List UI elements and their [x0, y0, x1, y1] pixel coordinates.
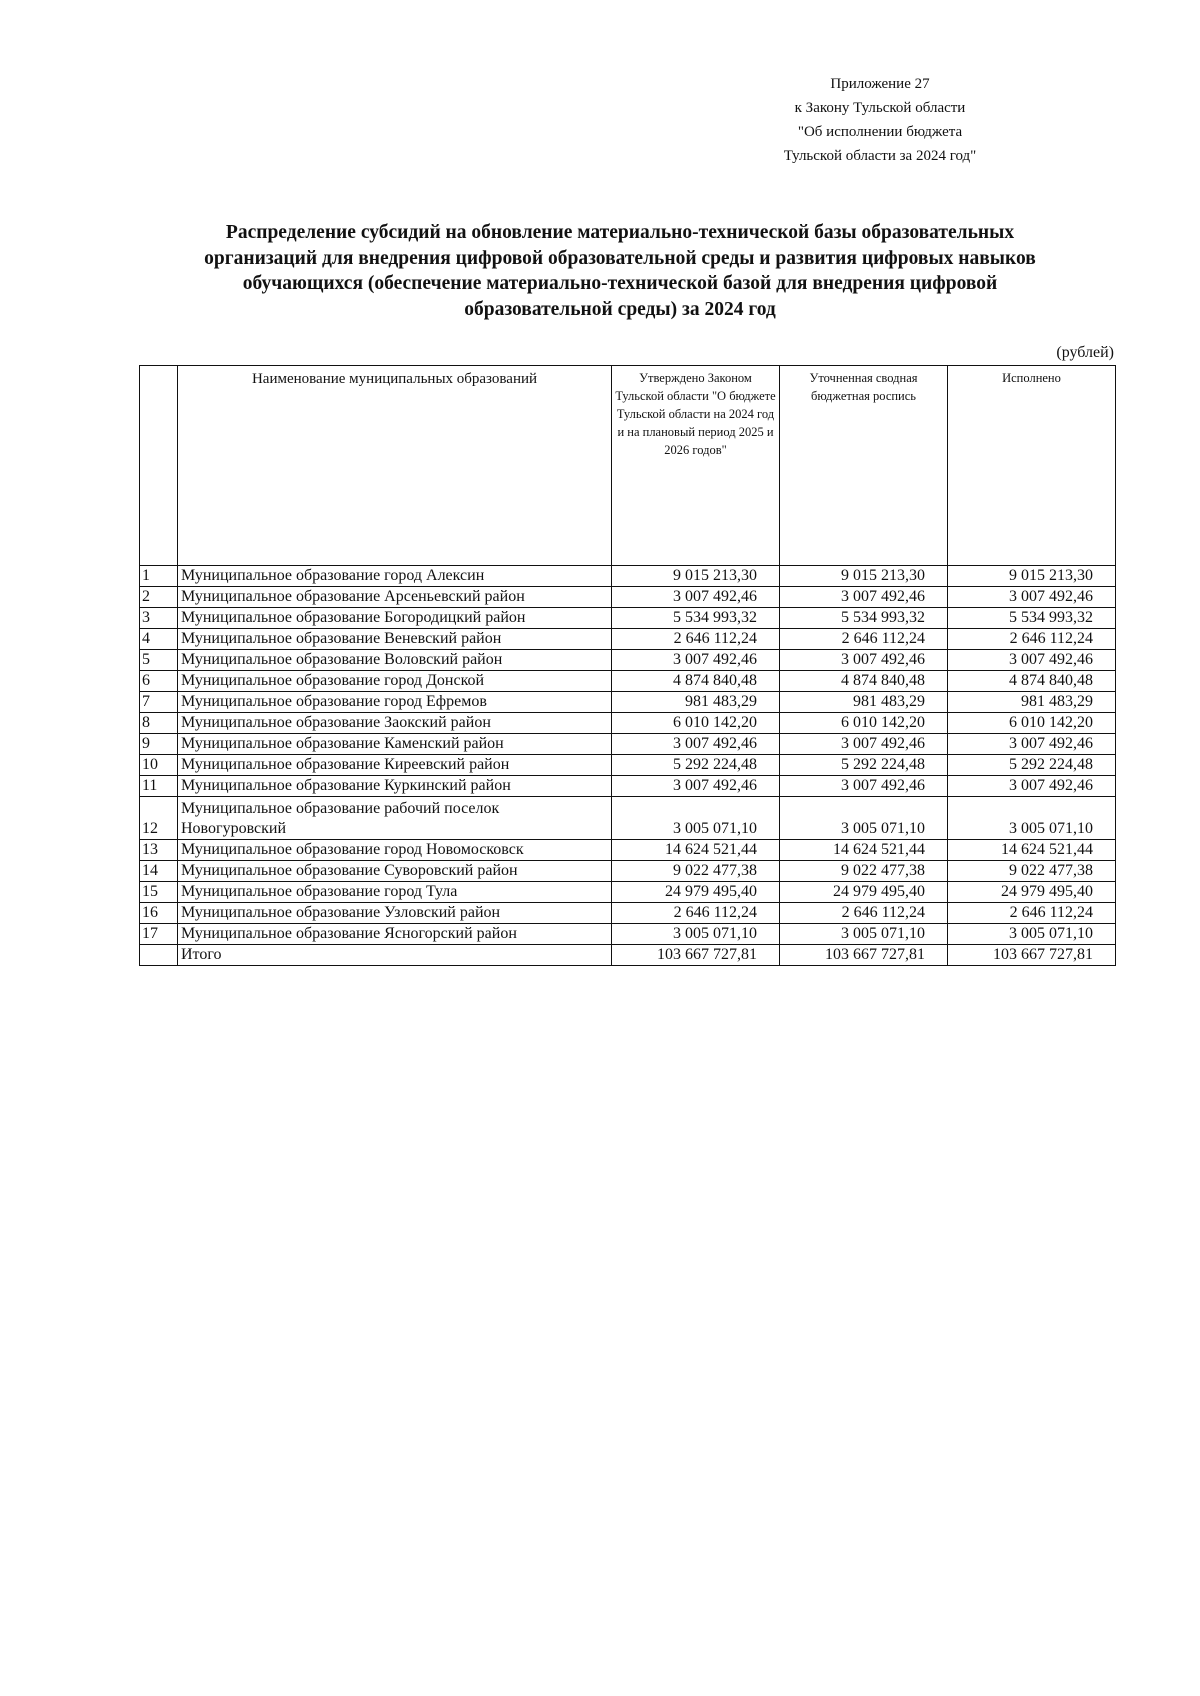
row-name-cell: Муниципальное образование Богородицкий район: [178, 608, 612, 629]
row-executed-cell: 9 015 213,30: [948, 566, 1116, 587]
table-row: [140, 713, 1116, 734]
row-number-cell: 6: [140, 671, 178, 692]
document-title: [150, 220, 1090, 322]
row-number-cell: 17: [140, 924, 178, 945]
row-number-cell: 11: [140, 776, 178, 797]
row-name-cell: Муниципальное образование Каменский район: [178, 734, 612, 755]
row-number-cell: 13: [140, 840, 178, 861]
row-name-cell: Муниципальное образование город Ефремов: [178, 692, 612, 713]
row-number-cell: 8: [140, 713, 178, 734]
row-number-cell: [140, 945, 178, 966]
row-refined-cell: 2 646 112,24: [780, 629, 948, 650]
table-row: [140, 861, 1116, 882]
row-approved-cell: 3 007 492,46: [612, 734, 780, 755]
row-number-cell: 9: [140, 734, 178, 755]
row-refined-cell: 5 292 224,48: [780, 755, 948, 776]
row-number-cell: 4: [140, 629, 178, 650]
row-name-cell: Муниципальное образование город Алексин: [178, 566, 612, 587]
row-name-cell: Муниципальное образование Заокский район: [178, 713, 612, 734]
title-line-1: Распределение субсидий на обновление материально-технической базы образовательных: [225, 222, 1015, 243]
table-row: [140, 882, 1116, 903]
table-row: [140, 629, 1116, 650]
title-line-3: обучающихся (обеспечение материально-технической базой для внедрения цифровой: [242, 273, 998, 294]
row-approved-cell: 6 010 142,20: [612, 713, 780, 734]
row-name-cell: Муниципальное образование Воловский район: [178, 650, 612, 671]
row-name-cell: Муниципальное образование Киреевский район: [178, 755, 612, 776]
header-executed-cell: Исполнено: [948, 366, 1116, 566]
row-name-cell: Муниципальное образование Суворовский район: [178, 861, 612, 882]
row-executed-cell: 2 646 112,24: [948, 629, 1116, 650]
table-total-row: [140, 945, 1116, 966]
table-row: [140, 776, 1116, 797]
annex-block: [700, 72, 1060, 168]
row-executed-cell: 3 005 071,10: [948, 924, 1116, 945]
row-number-cell: 3: [140, 608, 178, 629]
row-approved-cell: 3 007 492,46: [612, 650, 780, 671]
row-refined-cell: 3 007 492,46: [780, 650, 948, 671]
row-executed-cell: 5 534 993,32: [948, 608, 1116, 629]
row-name-cell: Муниципальное образование Ясногорский район: [178, 924, 612, 945]
row-approved-cell: 3 007 492,46: [612, 587, 780, 608]
row-number-cell: 2: [140, 587, 178, 608]
row-refined-cell: 981 483,29: [780, 692, 948, 713]
row-refined-cell: 4 874 840,48: [780, 671, 948, 692]
row-approved-cell: 103 667 727,81: [612, 945, 780, 966]
row-name-cell: Муниципальное образование Узловский район: [178, 903, 612, 924]
row-name-cell: Муниципальное образование Арсеньевский район: [178, 587, 612, 608]
row-executed-cell: 24 979 495,40: [948, 882, 1116, 903]
row-refined-cell: 103 667 727,81: [780, 945, 948, 966]
table-row: [140, 734, 1116, 755]
row-name-cell: Муниципальное образование Куркинский район: [178, 776, 612, 797]
header-name-cell: Наименование муниципальных образований: [178, 366, 612, 566]
annex-line-2: к Закону Тульской области: [794, 100, 966, 116]
header-approved-cell: Утверждено Законом Тульской области "О бюджете Тульской области на 2024 год и на плановый период 2025 и 2026 годов": [612, 366, 780, 566]
table-row: [140, 566, 1116, 587]
header-refined-cell: Уточненная сводная бюджетная роспись: [780, 366, 948, 566]
title-line-4: образовательной среды) за 2024 год: [464, 298, 776, 320]
row-number-cell: 12: [140, 797, 178, 840]
table-body: [140, 366, 1116, 966]
row-name-cell: Муниципальное образование город Донской: [178, 671, 612, 692]
row-refined-cell: 3 005 071,10: [780, 924, 948, 945]
row-executed-cell: 3 007 492,46: [948, 650, 1116, 671]
row-number-cell: 15: [140, 882, 178, 903]
row-executed-cell: 4 874 840,48: [948, 671, 1116, 692]
row-number-cell: 10: [140, 755, 178, 776]
table-row: [140, 797, 1116, 840]
annex-line-1: Приложение 27: [830, 76, 930, 92]
table-row: [140, 840, 1116, 861]
row-refined-cell: 6 010 142,20: [780, 713, 948, 734]
row-approved-cell: 4 874 840,48: [612, 671, 780, 692]
row-refined-cell: 3 007 492,46: [780, 587, 948, 608]
row-executed-cell: 6 010 142,20: [948, 713, 1116, 734]
row-number-cell: 7: [140, 692, 178, 713]
row-name-cell: Муниципальное образование город Новомосковск: [178, 840, 612, 861]
table-row: [140, 650, 1116, 671]
row-refined-cell: 2 646 112,24: [780, 903, 948, 924]
subsidy-table: [139, 365, 1116, 966]
row-refined-cell: 3 005 071,10: [780, 797, 948, 840]
row-executed-cell: 3 005 071,10: [948, 797, 1116, 840]
row-refined-cell: 14 624 521,44: [780, 840, 948, 861]
row-refined-cell: 3 007 492,46: [780, 776, 948, 797]
title-line-2: организаций для внедрения цифровой образовательной среды и развития цифровых навыков: [204, 247, 1036, 269]
row-approved-cell: 24 979 495,40: [612, 882, 780, 903]
row-number-cell: 5: [140, 650, 178, 671]
row-executed-cell: 2 646 112,24: [948, 903, 1116, 924]
annex-line-4: Тульской области за 2024 год": [783, 148, 977, 164]
row-number-cell: 1: [140, 566, 178, 587]
row-name-cell: Итого: [178, 945, 612, 966]
row-executed-cell: 3 007 492,46: [948, 734, 1116, 755]
row-approved-cell: 9 015 213,30: [612, 566, 780, 587]
table-row: [140, 924, 1116, 945]
row-number-cell: 14: [140, 861, 178, 882]
row-executed-cell: 3 007 492,46: [948, 776, 1116, 797]
row-approved-cell: 3 007 492,46: [612, 776, 780, 797]
row-approved-cell: 14 624 521,44: [612, 840, 780, 861]
row-approved-cell: 981 483,29: [612, 692, 780, 713]
header-number-cell: [140, 366, 178, 566]
row-approved-cell: 3 005 071,10: [612, 797, 780, 840]
table-row: [140, 671, 1116, 692]
row-approved-cell: 5 534 993,32: [612, 608, 780, 629]
row-approved-cell: 9 022 477,38: [612, 861, 780, 882]
row-approved-cell: 2 646 112,24: [612, 903, 780, 924]
row-refined-cell: 9 022 477,38: [780, 861, 948, 882]
row-executed-cell: 981 483,29: [948, 692, 1116, 713]
unit-label: (рублей): [1056, 344, 1114, 361]
row-executed-cell: 3 007 492,46: [948, 587, 1116, 608]
row-approved-cell: 3 005 071,10: [612, 924, 780, 945]
table-row: [140, 608, 1116, 629]
table-header-row: [140, 366, 1116, 566]
row-approved-cell: 2 646 112,24: [612, 629, 780, 650]
row-number-cell: 16: [140, 903, 178, 924]
row-refined-cell: 3 007 492,46: [780, 734, 948, 755]
row-refined-cell: 24 979 495,40: [780, 882, 948, 903]
row-executed-cell: 9 022 477,38: [948, 861, 1116, 882]
row-refined-cell: 5 534 993,32: [780, 608, 948, 629]
row-executed-cell: 5 292 224,48: [948, 755, 1116, 776]
row-refined-cell: 9 015 213,30: [780, 566, 948, 587]
row-name-cell: Муниципальное образование город Тула: [178, 882, 612, 903]
table-row: [140, 755, 1116, 776]
annex-line-3: "Об исполнении бюджета: [797, 124, 963, 140]
table-row: [140, 587, 1116, 608]
row-executed-cell: 14 624 521,44: [948, 840, 1116, 861]
row-executed-cell: 103 667 727,81: [948, 945, 1116, 966]
table-row: [140, 903, 1116, 924]
row-name-cell: Муниципальное образование Веневский район: [178, 629, 612, 650]
table-row: [140, 692, 1116, 713]
row-name-cell: Муниципальное образование рабочий поселок Новогуровский: [178, 797, 612, 840]
row-approved-cell: 5 292 224,48: [612, 755, 780, 776]
